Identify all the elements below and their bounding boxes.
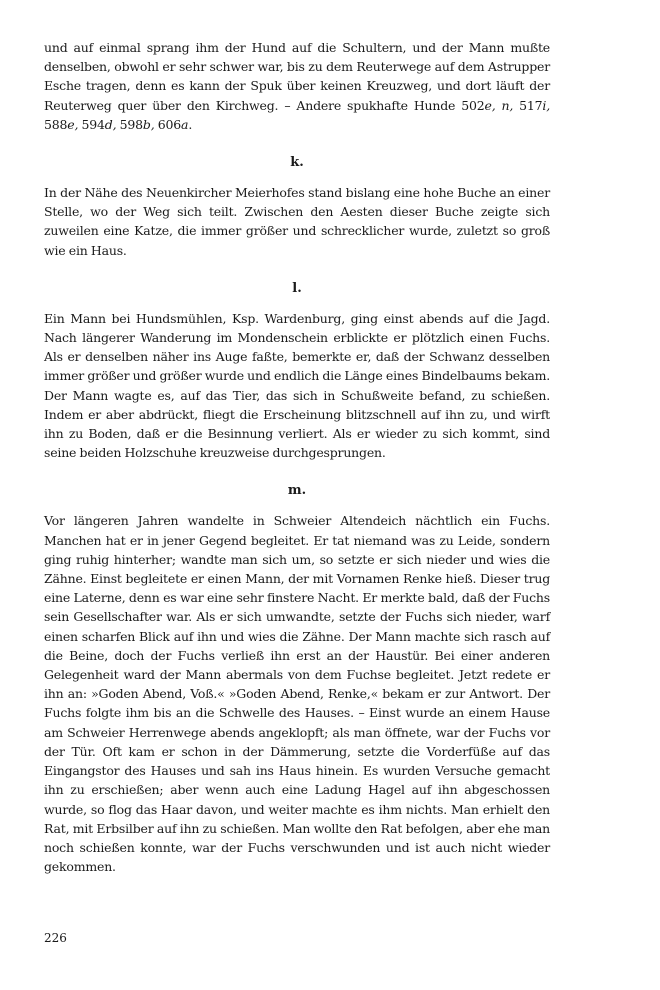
section-heading-m: m. [287, 483, 307, 499]
section-heading-k: k. [290, 155, 304, 171]
page-body [44, 38, 550, 876]
section-heading-l: l. [292, 280, 302, 296]
page-number: 226 [44, 931, 67, 945]
paragraph-m: Vor längeren Jahren wandelte in Schweier Altendeich nächtlich ein Fuchs. Manchen hat er in jener Gegend begleitet. Er tat niemand was zu Leide, sondern ging ruhig hinterher; wandte man sich um, so setzte er sich nieder und wies die Zähne. Einst begleitete er einen Mann, der mit Vornamen Renke hieß. Dieser trug eine Laterne, denn es war eine sehr finstere Nacht. Er merkte bald, daß der Fuchs sein Gesellschafter war. Als er sich umwandte, setzte der Fuchs sich nieder, warf einen scharfen Blick auf ihn und wies die Zähne. Der Mann machte sich rasch auf die Beine, doch der Fuchs verließ ihn erst an der Haustür. Bei einer anderen Gelegenheit ward der Mann abermals von dem Fuchse begleitet. Jetzt redete er ihn an: »Goden Abend, Voß.« »Goden Abend, Renke,« bekam er zur Antwort. Der Fuchs folgte ihm bis an die Schwelle des Hauses. – Einst wurde an einem Hause am Schweier Herrenwege abends angeklopft; als man öffnete, war der Fuchs vor der Tür. Oft kam er schon in der Dämmerung, setzte die Vorderfüße auf das Eingangstor des Hauses und sah ins Haus hinein. Es wurden Versuche gemacht ihn zu erschießen; aber wenn auch eine Ladung Hagel auf ihn abgeschossen wurde, so flog das Haar davon, und weiter machte es ihm nichts. Man erhielt den Rat, mit Erbsilber auf ihn zu schießen. Man wollte den Rat befolgen, aber ehe man noch schießen konnte, war der Fuchs verschwunden und ist auch nicht wieder gekommen. [44, 513, 550, 875]
paragraph-l: Ein Mann bei Hundsmühlen, Ksp. Wardenburg, ging einst abends auf die Jagd. Nach längerer Wanderung im Mondenschein erblickte er plötzlich einen Fuchs. Als er denselben näher ins Auge faßte, bemerkte er, daß der Schwanz desselben immer größer und größer wurde und endlich die Länge eines Bindelbaums bekam. Der Mann wagte es, auf das Tier, das sich in Schußweite befand, zu schießen. Indem er aber abdrückt, fliegt die Erscheinung blitzschnell auf ihn zu, und wirft ihn zu Boden, daß er die Besinnung verliert. Als er wieder zu sich kommt, sind seine beiden Holzschuhe kreuzweise durchgesprungen. [44, 310, 550, 461]
paragraph-k: In der Nähe des Neuenkircher Meierhofes stand bislang eine hohe Buche an einer Stelle, wo der Weg sich teilt. Zwischen den Aesten dieser Buche zeigte sich zuweilen eine Katze, die immer größer und schrecklicher wurde, zuletzt so groß wie ein Haus. [44, 185, 550, 258]
paragraph-intro: und auf einmal sprang ihm der Hund auf die Schultern, und der Mann mußte denselben, obwohl er sehr schwer war, bis zu dem Reuterwege auf dem Astrupper Esche tragen, denn es kann der Spuk über keinen Kreuzweg, und dort läuft der Reuterweg quer über den Kirchweg. – Andere spukhafte Hunde 502e, n, 517i, 588e, 594d, 598b, 606a. [44, 40, 550, 132]
